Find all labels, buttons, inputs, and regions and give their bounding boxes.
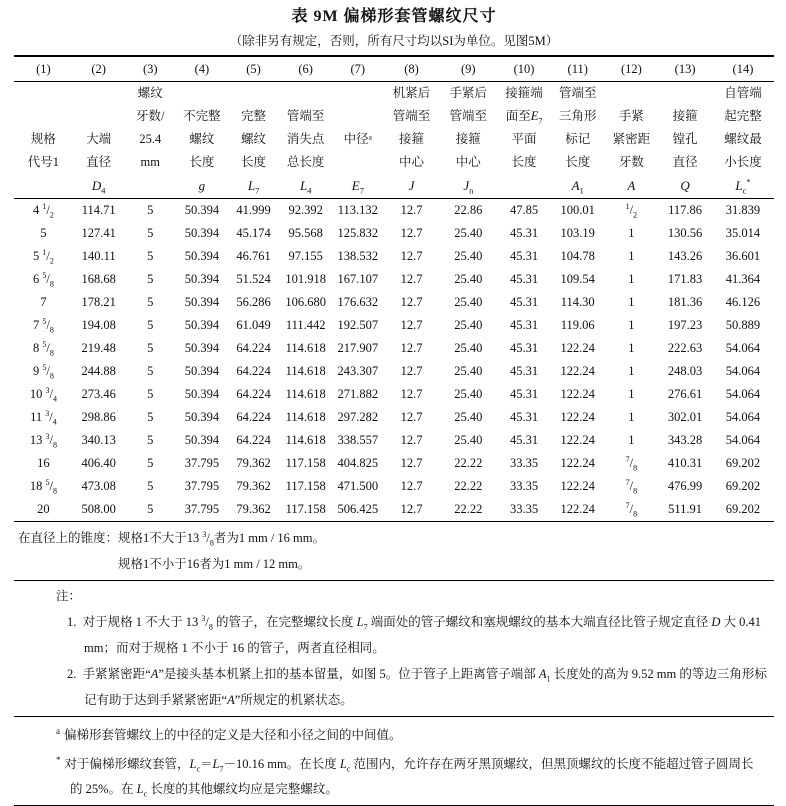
table-cell: 298.86 bbox=[81, 410, 116, 424]
table-row bbox=[14, 337, 774, 360]
footnote: * 对于偏梯形螺纹套管，$L_c=L_7-10.16$ mm。在长度 $L_c$ 范围内，允许存在两牙黑顶螺纹，但黑顶螺纹的长度不能超过管子圆周长的 25%。在 $L_c$ 长度的其他螺纹均应是完整螺纹。 bbox=[56, 755, 754, 799]
table-cell: 36.601 bbox=[725, 249, 761, 263]
table-cell: 45.31 bbox=[509, 387, 539, 401]
table-cell: 97.155 bbox=[288, 249, 323, 263]
table-cell: 79.362 bbox=[236, 479, 271, 493]
table-cell: 25.40 bbox=[454, 433, 483, 447]
table-cell: 244.88 bbox=[81, 364, 116, 378]
table-cell: 471.500 bbox=[337, 479, 379, 493]
table-row bbox=[14, 314, 774, 337]
table-cell: 12.7 bbox=[400, 341, 423, 355]
table-cell: 45.31 bbox=[509, 341, 539, 355]
table-cell: 1 bbox=[628, 341, 635, 355]
table-cell: 217.907 bbox=[337, 341, 379, 355]
table-cell: 340.13 bbox=[81, 433, 116, 447]
page-subtitle: （除非另有规定，否则，所有尺寸均以SI为单位。见图5M） bbox=[229, 34, 559, 48]
table-cell: 122.24 bbox=[560, 341, 595, 355]
column-number: (1) bbox=[14, 56, 73, 82]
dimensions-table bbox=[14, 55, 774, 522]
table-row bbox=[14, 222, 774, 245]
table-cell: 178.21 bbox=[81, 295, 116, 309]
table-cell: 54.064 bbox=[725, 410, 761, 424]
column-number: (14) bbox=[712, 56, 774, 82]
table-cell: 273.46 bbox=[81, 387, 116, 401]
table-cell: 143.26 bbox=[667, 249, 703, 263]
table-cell: 69.202 bbox=[725, 479, 761, 493]
table-cell: 1 bbox=[628, 410, 635, 424]
table-cell: 100.01 bbox=[560, 203, 595, 217]
table-cell: 51.524 bbox=[236, 272, 271, 286]
table-cell: 54.064 bbox=[725, 364, 761, 378]
table-cell: 37.795 bbox=[184, 456, 220, 470]
column-number: (2) bbox=[73, 56, 125, 82]
table-cell: 12.7 bbox=[400, 479, 423, 493]
table-cell: 12.7 bbox=[400, 387, 423, 401]
column-number-row bbox=[14, 56, 774, 82]
table-cell: 6 $^5/_8$ bbox=[32, 270, 54, 289]
table-cell: 25.40 bbox=[454, 272, 483, 286]
table-cell: 181.36 bbox=[667, 295, 703, 309]
table-row bbox=[14, 429, 774, 452]
table-cell: 7 bbox=[40, 295, 47, 309]
table-cell: 22.22 bbox=[439, 498, 497, 522]
table-cell: 114.618 bbox=[285, 410, 326, 424]
table-cell: 50.394 bbox=[184, 341, 220, 355]
table-cell: 5 bbox=[147, 318, 154, 332]
column-header: 接箍 镗孔 直径 Q bbox=[658, 82, 712, 199]
table-head bbox=[14, 56, 774, 199]
taper-label: 在直径上的锥度： bbox=[18, 531, 119, 545]
table-cell: 69.202 bbox=[725, 456, 761, 470]
table-cell: $^1/_2$ bbox=[625, 201, 638, 220]
table-cell: 12.7 bbox=[400, 318, 423, 332]
table-cell: 406.40 bbox=[81, 456, 116, 470]
table-cell: 25.40 bbox=[454, 341, 483, 355]
table-cell: 16 bbox=[37, 456, 50, 470]
table-cell: 127.41 bbox=[81, 226, 116, 240]
footnote-marker: a bbox=[56, 726, 60, 736]
table-cell: 64.224 bbox=[236, 341, 271, 355]
table-cell: $^7/_8$ bbox=[605, 498, 659, 522]
table-cell: 410.31 bbox=[667, 456, 703, 470]
column-number: (8) bbox=[384, 56, 440, 82]
table-cell: 11 $^3/_4$ bbox=[30, 408, 57, 427]
footnote: $^a$ 偏梯形套管螺纹上的中径的定义是大径和小径之间的中间值。 bbox=[56, 726, 402, 743]
table-cell: 50.394 bbox=[184, 272, 220, 286]
table-cell: 1 bbox=[628, 295, 635, 309]
table-cell: 46.761 bbox=[236, 249, 271, 263]
table-cell: 5 bbox=[147, 456, 154, 470]
table-cell: 25.40 bbox=[454, 364, 483, 378]
table-body bbox=[14, 199, 774, 522]
table-cell: 12.7 bbox=[400, 433, 423, 447]
table-cell: 114.618 bbox=[285, 341, 326, 355]
table-row bbox=[14, 291, 774, 314]
table-cell: 197.23 bbox=[667, 318, 703, 332]
table-cell: 114.71 bbox=[81, 203, 116, 217]
table-row bbox=[14, 199, 774, 223]
table-cell: 79.362 bbox=[236, 456, 271, 470]
table-cell: 1 bbox=[628, 318, 635, 332]
table-cell: 64.224 bbox=[236, 387, 271, 401]
taper-text-1: 规格1不大于13 $^3/_8$者为1 mm / 16 mm。 bbox=[118, 529, 326, 548]
table-cell: 5 bbox=[40, 226, 47, 240]
table-cell: 50.394 bbox=[184, 364, 220, 378]
table-cell: 122.24 bbox=[560, 433, 595, 447]
taper-text-2: 规格1不小于16者为1 mm / 12 mm。 bbox=[118, 557, 311, 571]
table-cell: 506.425 bbox=[332, 498, 384, 522]
table-cell: 122.24 bbox=[560, 479, 595, 493]
table-cell: 45.31 bbox=[509, 226, 539, 240]
table-cell: $^7/_8$ bbox=[625, 454, 638, 473]
table-cell: 9 $^5/_8$ bbox=[32, 362, 54, 381]
column-number: (7) bbox=[332, 56, 384, 82]
table-cell: 248.03 bbox=[667, 364, 703, 378]
table-cell: 45.31 bbox=[509, 364, 539, 378]
footnotes-block bbox=[14, 719, 774, 802]
header-row bbox=[14, 82, 774, 199]
column-header: 管端至 三角形 标记 长度 $A_1$ bbox=[551, 82, 605, 199]
table-cell: 46.126 bbox=[725, 295, 761, 309]
table-cell: 5 bbox=[147, 295, 154, 309]
table-cell: 45.31 bbox=[509, 295, 539, 309]
table-cell: 5 bbox=[147, 341, 154, 355]
column-header: 完整 螺纹 长度 $L_7$ bbox=[228, 82, 280, 199]
table-cell: 50.394 bbox=[184, 433, 220, 447]
taper-note bbox=[14, 525, 774, 577]
table-cell: 125.832 bbox=[337, 226, 379, 240]
table-cell: 45.174 bbox=[236, 226, 271, 240]
table-cell: 79.362 bbox=[228, 498, 280, 522]
footnote-marker: * bbox=[56, 755, 61, 766]
table-cell: 1 bbox=[628, 226, 635, 240]
table-cell: 117.158 bbox=[285, 479, 326, 493]
table-cell: 25.40 bbox=[454, 249, 483, 263]
table-cell: 117.86 bbox=[668, 203, 703, 217]
table-cell: 111.442 bbox=[285, 318, 326, 332]
table-cell: 50.394 bbox=[184, 295, 220, 309]
table-cell: $^7/_8$ bbox=[625, 477, 638, 496]
taper-line-2 bbox=[18, 551, 774, 577]
table-cell: 119.06 bbox=[560, 318, 595, 332]
table-cell: 64.224 bbox=[236, 433, 271, 447]
table-cell: 194.08 bbox=[81, 318, 116, 332]
column-number: (5) bbox=[228, 56, 280, 82]
table-cell: 114.618 bbox=[285, 387, 326, 401]
notes-block bbox=[14, 583, 774, 713]
table-cell: 5 bbox=[147, 387, 154, 401]
table-cell: 54.064 bbox=[725, 341, 761, 355]
table-cell: 130.56 bbox=[667, 226, 703, 240]
table-cell: 171.83 bbox=[667, 272, 703, 286]
table-cell: 5 bbox=[147, 479, 154, 493]
table-cell: 22.22 bbox=[454, 479, 483, 493]
table-cell: 22.86 bbox=[454, 203, 483, 217]
table-cell: 122.24 bbox=[560, 456, 595, 470]
table-cell: 343.28 bbox=[667, 433, 703, 447]
page-title: 表 9M 偏梯形套管螺纹尺寸 bbox=[291, 8, 497, 25]
table-cell: 106.680 bbox=[285, 295, 326, 309]
table-row bbox=[14, 475, 774, 498]
table-cell: 56.286 bbox=[236, 295, 271, 309]
column-number: (6) bbox=[279, 56, 332, 82]
table-cell: 50.394 bbox=[184, 410, 220, 424]
table-cell: 12.7 bbox=[400, 295, 423, 309]
table-cell: 41.364 bbox=[725, 272, 761, 286]
table-cell: 25.40 bbox=[454, 295, 483, 309]
column-number: (4) bbox=[176, 56, 228, 82]
table-cell: 4 $^1/_2$ bbox=[32, 201, 54, 220]
table-row bbox=[14, 498, 774, 522]
table-cell: 117.158 bbox=[285, 456, 326, 470]
table-cell: 45.31 bbox=[509, 272, 539, 286]
table-cell: 122.24 bbox=[551, 498, 605, 522]
table-cell: 122.24 bbox=[560, 410, 595, 424]
table-cell: 37.795 bbox=[176, 498, 228, 522]
table-cell: 5 bbox=[147, 410, 154, 424]
column-header: 机紧后 管端至 接箍 中心 J bbox=[384, 82, 440, 199]
table-cell: 138.532 bbox=[337, 249, 379, 263]
table-cell: 176.632 bbox=[337, 295, 379, 309]
table-cell: 476.99 bbox=[667, 479, 703, 493]
table-cell: 109.54 bbox=[560, 272, 595, 286]
note-number: 2. bbox=[67, 667, 77, 681]
column-number: (13) bbox=[658, 56, 712, 82]
table-cell: 12.7 bbox=[400, 364, 423, 378]
table-cell: 13 $^3/_8$ bbox=[29, 431, 57, 450]
table-cell: 338.557 bbox=[337, 433, 379, 447]
table-cell: 33.35 bbox=[509, 456, 539, 470]
table-cell: 45.31 bbox=[509, 249, 539, 263]
table-cell: 1 bbox=[628, 272, 635, 286]
divider-above-notes bbox=[14, 580, 774, 581]
table-cell: 140.11 bbox=[81, 249, 116, 263]
table-cell: 50.394 bbox=[184, 318, 220, 332]
table-cell: 508.00 bbox=[73, 498, 125, 522]
table-cell: 25.40 bbox=[454, 410, 483, 424]
table-cell: 271.882 bbox=[337, 387, 379, 401]
column-header: 手紧后 管端至 接箍 中心 $J_n$ bbox=[439, 82, 497, 199]
table-cell: 12.7 bbox=[384, 498, 440, 522]
table-cell: 12.7 bbox=[400, 456, 423, 470]
table-cell: 47.85 bbox=[509, 203, 539, 217]
table-cell: 1 bbox=[628, 249, 635, 263]
table-cell: 8 $^5/_8$ bbox=[32, 339, 54, 358]
column-header: 自管端 起完整 螺纹最 小长度 $L_c^*$ bbox=[712, 82, 774, 199]
table-cell: 5 bbox=[147, 364, 154, 378]
column-number: (10) bbox=[497, 56, 551, 82]
table-cell: 64.224 bbox=[236, 410, 271, 424]
table-cell: 31.839 bbox=[725, 203, 761, 217]
table-cell: 101.918 bbox=[285, 272, 326, 286]
column-header: 中径ᵃ $E_7$ bbox=[332, 82, 384, 199]
table-cell: 302.01 bbox=[667, 410, 703, 424]
table-cell: 511.91 bbox=[658, 498, 712, 522]
table-cell: 122.24 bbox=[560, 364, 595, 378]
table-cell: 50.394 bbox=[184, 387, 220, 401]
column-number: (12) bbox=[605, 56, 659, 82]
table-cell: 192.507 bbox=[337, 318, 379, 332]
table-row bbox=[14, 406, 774, 429]
table-row bbox=[14, 268, 774, 291]
table-cell: 25.40 bbox=[454, 387, 483, 401]
table-cell: 1 bbox=[628, 433, 635, 447]
table-cell: 219.48 bbox=[81, 341, 116, 355]
table-cell: 7 $^5/_8$ bbox=[32, 316, 54, 335]
table-cell: 113.132 bbox=[337, 203, 378, 217]
column-number: (3) bbox=[124, 56, 176, 82]
table-cell: 473.08 bbox=[81, 479, 116, 493]
table-cell: 297.282 bbox=[337, 410, 379, 424]
table-cell: 50.889 bbox=[725, 318, 761, 332]
notes-items bbox=[14, 609, 774, 713]
table-cell: 122.24 bbox=[560, 387, 595, 401]
column-header: 管端至 消失点 总长度 $L_4$ bbox=[279, 82, 332, 199]
table-cell: 103.19 bbox=[560, 226, 595, 240]
column-header: 规格 代号1 bbox=[14, 82, 73, 199]
table-cell: 45.31 bbox=[509, 433, 539, 447]
column-header: 不完整 螺纹 长度 g bbox=[176, 82, 228, 199]
table-cell: 45.31 bbox=[509, 410, 539, 424]
table-cell: 168.68 bbox=[81, 272, 116, 286]
table-cell: 20 bbox=[14, 498, 73, 522]
table-cell: 114.618 bbox=[285, 364, 326, 378]
table-row bbox=[14, 360, 774, 383]
column-header: 大端 直径 $D_4$ bbox=[73, 82, 125, 199]
note-item: 1. 对于规格 1 不大于 13 $^3/_8$ 的管子，在完整螺纹长度 $L_7$ 端面处的管子螺纹和塞规螺纹的基本大端直径比管子规定直径 D 大 0.41 mm；而对于规格 1 不小于 16 的管子，两者直径相同。 bbox=[67, 613, 762, 655]
table-cell: 25.40 bbox=[454, 226, 483, 240]
table-cell: 222.63 bbox=[667, 341, 703, 355]
table-cell: 243.307 bbox=[337, 364, 379, 378]
table-cell: 1 bbox=[628, 364, 635, 378]
notes-label: 注： bbox=[56, 589, 82, 603]
table-cell: 50.394 bbox=[184, 203, 220, 217]
column-number: (11) bbox=[551, 56, 605, 82]
table-cell: 1 bbox=[628, 387, 635, 401]
table-cell: 5 bbox=[147, 203, 154, 217]
table-cell: 5 bbox=[147, 249, 154, 263]
table-cell: 45.31 bbox=[509, 318, 539, 332]
divider-above-footnotes bbox=[14, 716, 774, 717]
table-cell: 114.30 bbox=[560, 295, 595, 309]
table-row bbox=[14, 245, 774, 268]
column-header: 手紧 紧密距 牙数 A bbox=[605, 82, 659, 199]
table-cell: 12.7 bbox=[400, 249, 423, 263]
table-cell: 5 bbox=[124, 498, 176, 522]
table-cell: 5 bbox=[147, 272, 154, 286]
note-number: 1. bbox=[67, 615, 77, 629]
table-cell: 12.7 bbox=[400, 226, 423, 240]
table-cell: 5 bbox=[147, 433, 154, 447]
table-cell: 25.40 bbox=[454, 318, 483, 332]
column-number: (9) bbox=[439, 56, 497, 82]
table-cell: 50.394 bbox=[184, 226, 220, 240]
table-cell: 64.224 bbox=[236, 364, 271, 378]
column-header: 螺纹 牙数/ 25.4 mm bbox=[124, 82, 176, 199]
table-cell: 35.014 bbox=[725, 226, 761, 240]
table-cell: 33.35 bbox=[497, 498, 551, 522]
table-cell: 5 $^1/_2$ bbox=[32, 247, 54, 266]
table-cell: 61.049 bbox=[236, 318, 271, 332]
table-cell: 104.78 bbox=[560, 249, 595, 263]
table-row bbox=[14, 383, 774, 406]
table-cell: 167.107 bbox=[337, 272, 379, 286]
table-cell: 37.795 bbox=[184, 479, 220, 493]
taper-line-1 bbox=[18, 525, 774, 551]
table-cell: 117.158 bbox=[279, 498, 332, 522]
table-cell: 18 $^5/_8$ bbox=[29, 477, 57, 496]
column-header: 接箍端 面至$E_7$ 平面 长度 bbox=[497, 82, 551, 199]
table-row bbox=[14, 452, 774, 475]
table-cell: 33.35 bbox=[509, 479, 539, 493]
table-cell: 10 $^3/_4$ bbox=[29, 385, 57, 404]
table-cell: 54.064 bbox=[725, 387, 761, 401]
table-cell: 404.825 bbox=[337, 456, 379, 470]
table-cell: 12.7 bbox=[400, 272, 423, 286]
note-item: 2. 手紧紧密距“A”是接头基本机紧上扣的基本留量，如图 5。位于管子上距离管子端部 $A_1$ 长度处的高为 9.52 mm 的等边三角形标记有助于达到手紧紧密距“A”所规定的机紧状态。 bbox=[67, 667, 767, 707]
table-cell: 22.22 bbox=[454, 456, 483, 470]
table-cell: 114.618 bbox=[285, 433, 326, 447]
table-cell: 54.064 bbox=[725, 433, 761, 447]
table-cell: 50.394 bbox=[184, 249, 220, 263]
table-cell: 92.392 bbox=[288, 203, 323, 217]
table-cell: 12.7 bbox=[400, 203, 423, 217]
table-cell: 41.999 bbox=[236, 203, 271, 217]
table-cell: 12.7 bbox=[400, 410, 423, 424]
table-cell: 95.568 bbox=[288, 226, 323, 240]
table-cell: 69.202 bbox=[712, 498, 774, 522]
table-cell: 5 bbox=[147, 226, 154, 240]
table-cell: 276.61 bbox=[667, 387, 703, 401]
